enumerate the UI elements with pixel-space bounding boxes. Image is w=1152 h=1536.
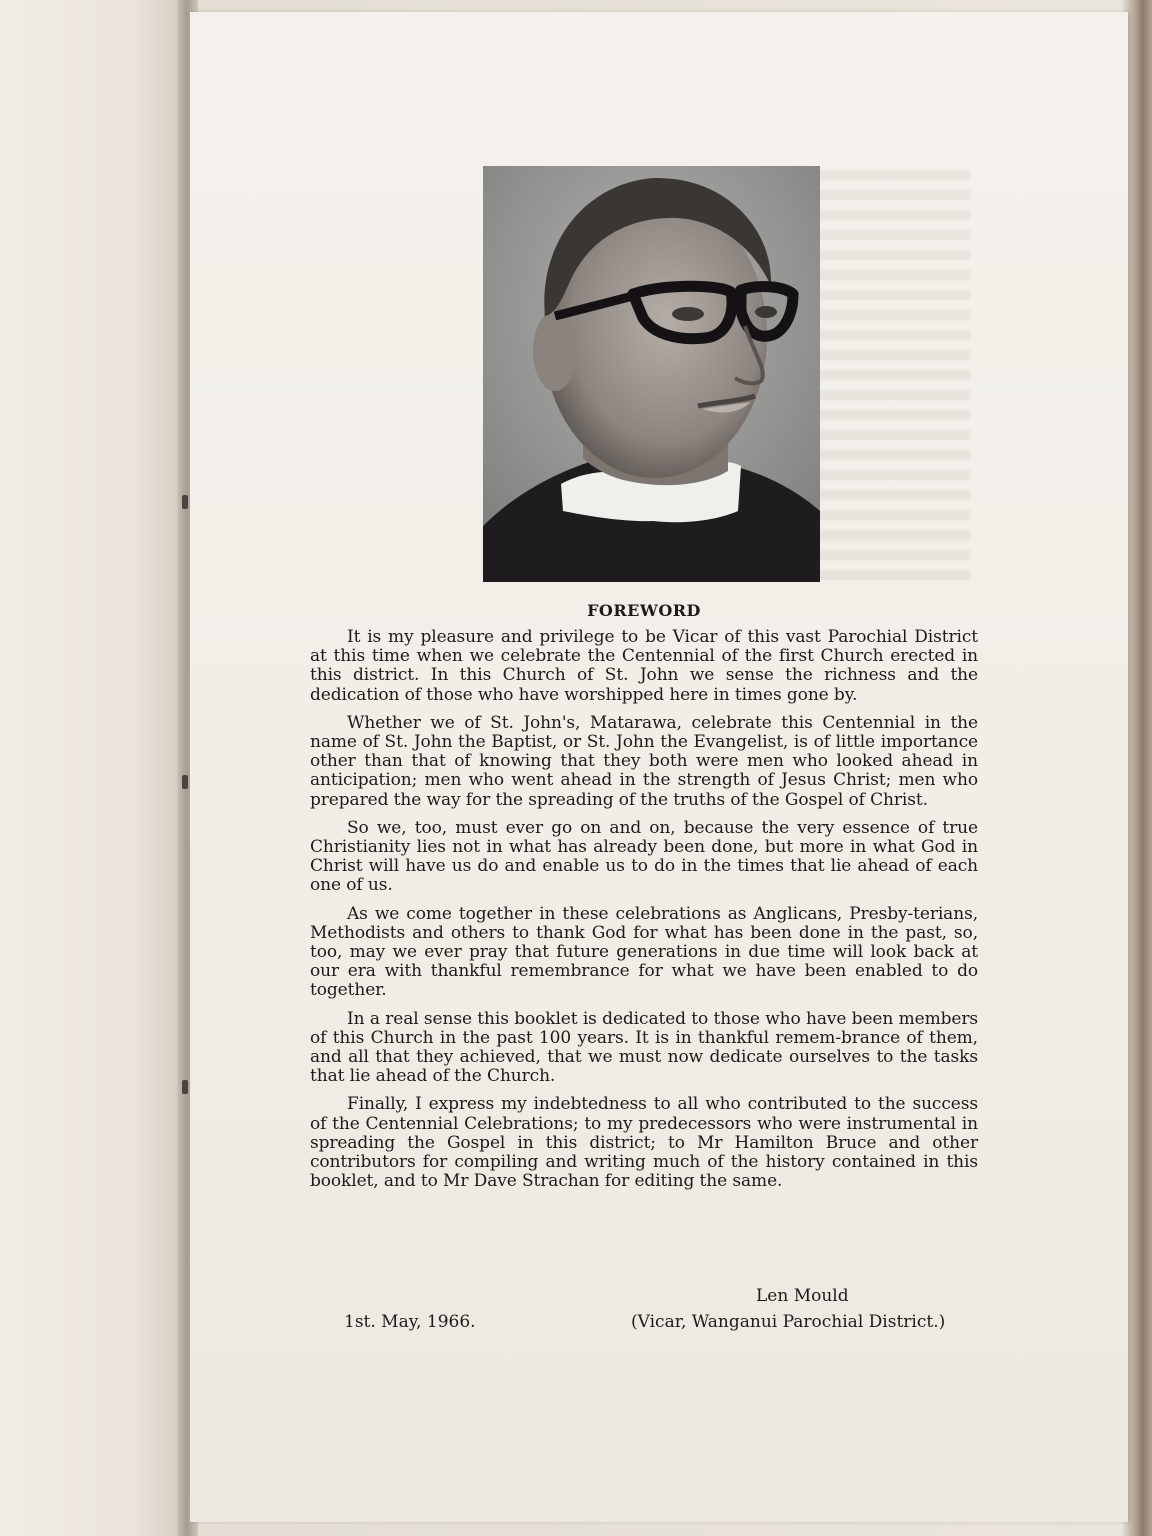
- paragraph: Whether we of St. John's, Matarawa, celebrate this Centennial in the name of St. John the Baptist, or St. John the Evangelist, is of little importance other than that of knowing that they both were men who looked ahead in anticipation; men who went ahead in the strength of Jesus Christ; men who prepared the way for the spreading of the truths of the Gospel of Christ.: [310, 712, 978, 810]
- paragraph: It is my pleasure and privilege to be Vicar of this vast Parochial District at this time when we celebrate the Centennial of the first Church erected in this district. In this Church of St. John we sense the richness and the dedication of those who have worshipped here in times gone by.: [310, 627, 978, 705]
- staple: [182, 775, 188, 789]
- portrait-photo: [483, 166, 820, 582]
- paragraph: In a real sense this booklet is dedicated to those who have been members of this Church in the past 100 years. It is in thankful remem-brance of them, and all that they achieved, that we must now dedicate ourselves to the tasks that lie ahead of the Church.: [310, 1008, 978, 1087]
- signature-name: Len Mould: [756, 1286, 849, 1306]
- paragraph: Finally, I express my indebtedness to all who contributed to the success of the Centennial Celebrations; to my predecessors who were instrumental in spreading the Gospel in this district; to Mr Hamilton Bruce and other contributors for compiling and writing much of the history contained in this booklet, and to Mr Dave Strachan for editing the same.: [310, 1094, 978, 1192]
- left-page: [0, 0, 188, 1536]
- staple: [182, 495, 188, 509]
- date: 1st. May, 1966.: [344, 1312, 476, 1332]
- foreword-heading: FOREWORD: [587, 601, 701, 620]
- foreword-text: [310, 600, 978, 1332]
- signature-title: (Vicar, Wanganui Parochial District.): [631, 1312, 946, 1332]
- staple: [182, 1080, 188, 1094]
- paragraph: So we, too, must ever go on and on, because the very essence of true Christianity lies not in what has already been done, but more in what God in Christ will have us do and enable us to do in the times that lie ahead of each one of us.: [310, 817, 978, 896]
- paragraph: As we come together in these celebrations as Anglicans, Presby-terians, Methodists and others to thank God for what has been done in the past, so, too, may we ever pray that future generations in due time will look back at our era with thankful remembrance for what we have been enabled to do together.: [310, 903, 978, 1001]
